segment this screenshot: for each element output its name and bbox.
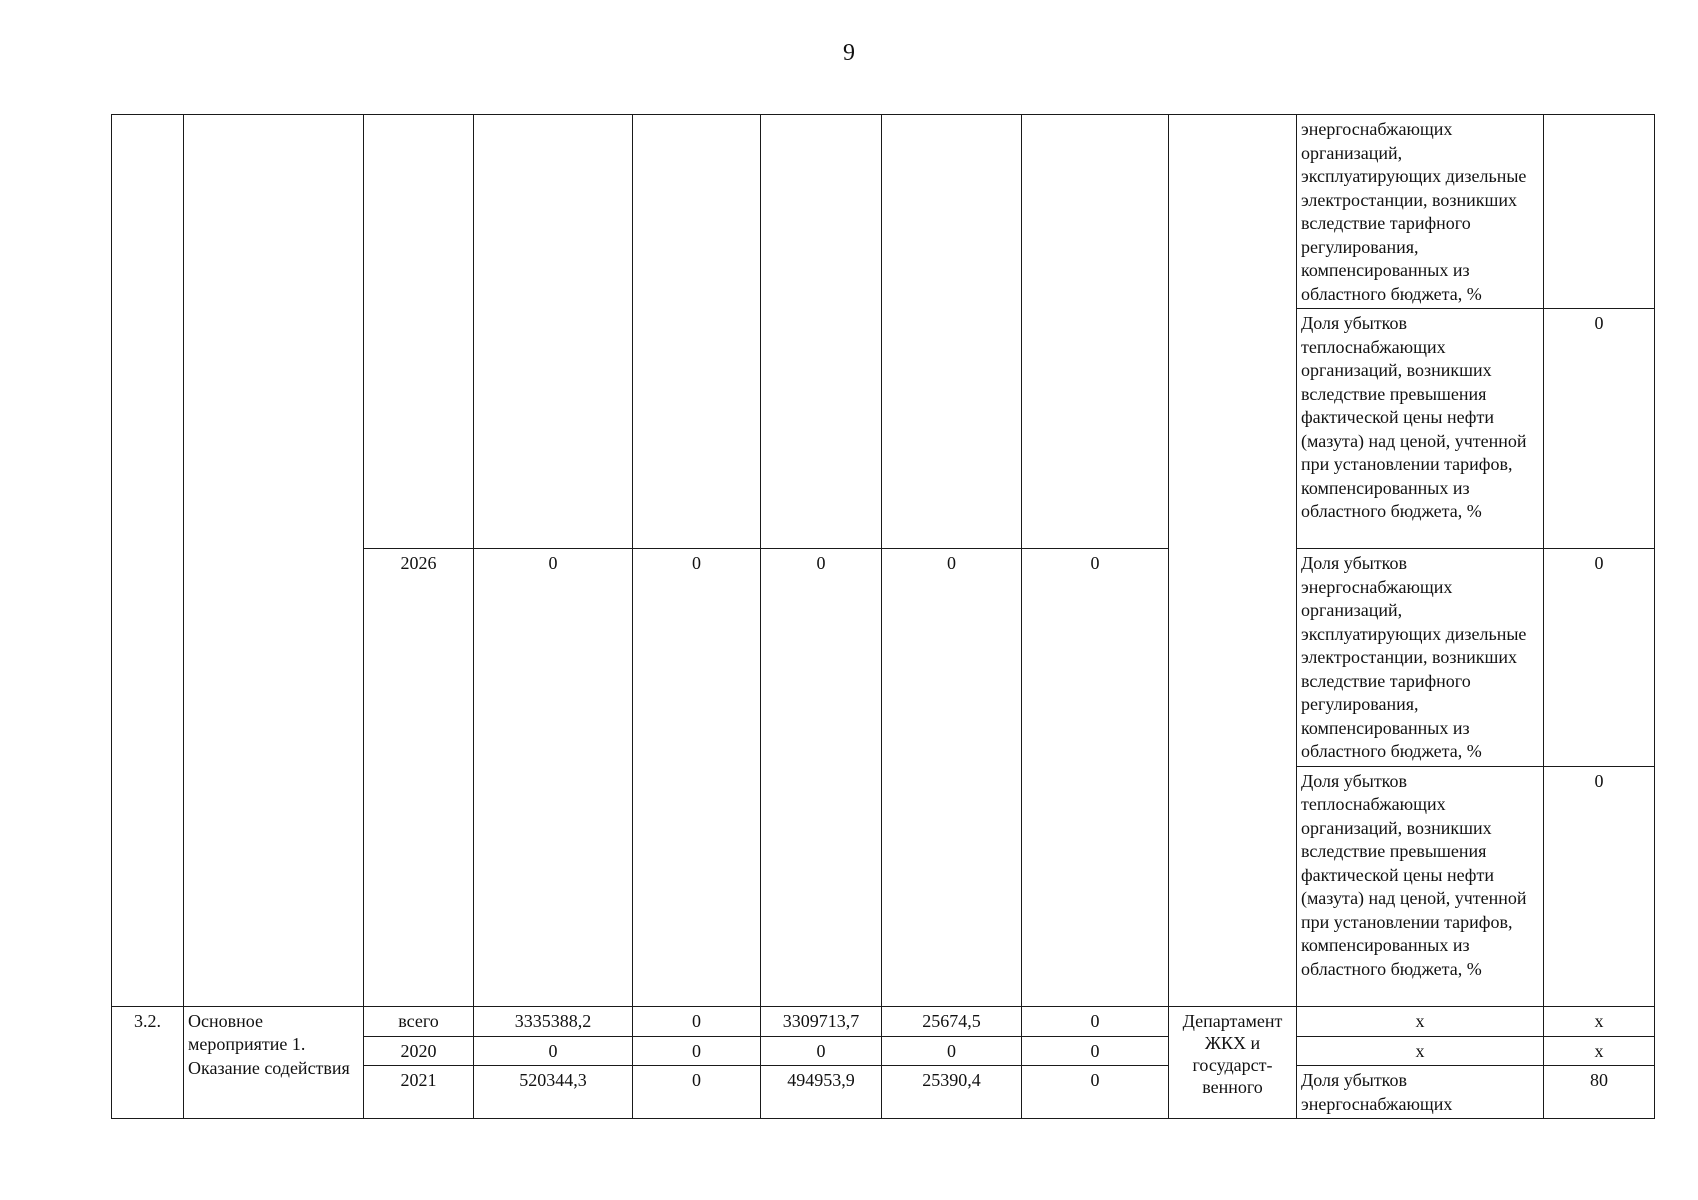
amount-cell: 0 bbox=[474, 1036, 633, 1066]
indicator-value: х bbox=[1544, 1006, 1655, 1036]
section-name: Основное мероприятие 1. Оказание содействия bbox=[184, 1006, 364, 1119]
indicator-value-empty bbox=[1544, 115, 1655, 309]
indicator-value: 0 bbox=[1544, 309, 1655, 549]
year-cell: 2020 bbox=[364, 1036, 474, 1066]
year-cell: 2026 bbox=[364, 549, 474, 1007]
indicator-text: Доля убытков теплоснабжающих организаций, возникших вследствие превышения фактической цены нефти (мазута) над ценой, учтенной при установлении тарифов, компенсированных из областного бюджета, % bbox=[1297, 309, 1544, 549]
amount-cell: 0 bbox=[761, 549, 882, 1007]
amount-cell: 0 bbox=[633, 549, 761, 1007]
indicator-text: х bbox=[1297, 1036, 1544, 1066]
indicator-value: х bbox=[1544, 1036, 1655, 1066]
amount-cell: 0 bbox=[633, 1066, 761, 1119]
amount-cell: 0 bbox=[633, 1036, 761, 1066]
amount-cell: 0 bbox=[882, 549, 1022, 1007]
amount-cell-empty bbox=[1022, 115, 1169, 549]
name-cell-empty bbox=[184, 115, 364, 1007]
amount-cell: 520344,3 bbox=[474, 1066, 633, 1119]
amount-cell: 0 bbox=[474, 549, 633, 1007]
amount-cell-empty bbox=[761, 115, 882, 549]
indicator-text: Доля убытков энергоснабжающих организаций, эксплуатирующих дизельные электростанции, возникших вследствие тарифного регулирования, компенсированных из областного бюджета, % bbox=[1297, 549, 1544, 767]
section-number: 3.2. bbox=[112, 1006, 184, 1119]
amount-cell: 0 bbox=[1022, 1036, 1169, 1066]
amount-cell: 25674,5 bbox=[882, 1006, 1022, 1036]
amount-cell: 3335388,2 bbox=[474, 1006, 633, 1036]
amount-cell: 0 bbox=[761, 1036, 882, 1066]
amount-cell: 0 bbox=[1022, 549, 1169, 1007]
amount-cell: 494953,9 bbox=[761, 1066, 882, 1119]
amount-cell: 0 bbox=[882, 1036, 1022, 1066]
program-table bbox=[111, 114, 1655, 1119]
indicator-text: Доля убытков энергоснабжающих bbox=[1297, 1066, 1544, 1119]
amount-cell-empty bbox=[474, 115, 633, 549]
executor-cell-empty bbox=[1169, 115, 1297, 1007]
indicator-text: х bbox=[1297, 1006, 1544, 1036]
year-cell: 2021 bbox=[364, 1066, 474, 1119]
amount-cell: 0 bbox=[633, 1006, 761, 1036]
indicator-text: энергоснабжающих организаций, эксплуатирующих дизельные электростанции, возникших вследствие тарифного регулирования, компенсированных из областного бюджета, % bbox=[1297, 115, 1544, 309]
amount-cell: 0 bbox=[1022, 1066, 1169, 1119]
amount-cell-empty bbox=[882, 115, 1022, 549]
year-cell: всего bbox=[364, 1006, 474, 1036]
indicator-value: 0 bbox=[1544, 549, 1655, 767]
amount-cell: 0 bbox=[1022, 1006, 1169, 1036]
amount-cell: 3309713,7 bbox=[761, 1006, 882, 1036]
table-row bbox=[112, 115, 1655, 309]
indicator-text: Доля убытков теплоснабжающих организаций, возникших вследствие превышения фактической цены нефти (мазута) над ценой, учтенной при установлении тарифов, компенсированных из областного бюджета, % bbox=[1297, 766, 1544, 1006]
year-cell-empty bbox=[364, 115, 474, 549]
table-row bbox=[112, 1006, 1655, 1036]
number-cell-empty bbox=[112, 115, 184, 1007]
indicator-value: 80 bbox=[1544, 1066, 1655, 1119]
indicator-value: 0 bbox=[1544, 766, 1655, 1006]
page-number: 9 bbox=[843, 40, 855, 66]
executor-cell: Департамент ЖКХ и государст-венного bbox=[1169, 1006, 1297, 1119]
amount-cell-empty bbox=[633, 115, 761, 549]
amount-cell: 25390,4 bbox=[882, 1066, 1022, 1119]
